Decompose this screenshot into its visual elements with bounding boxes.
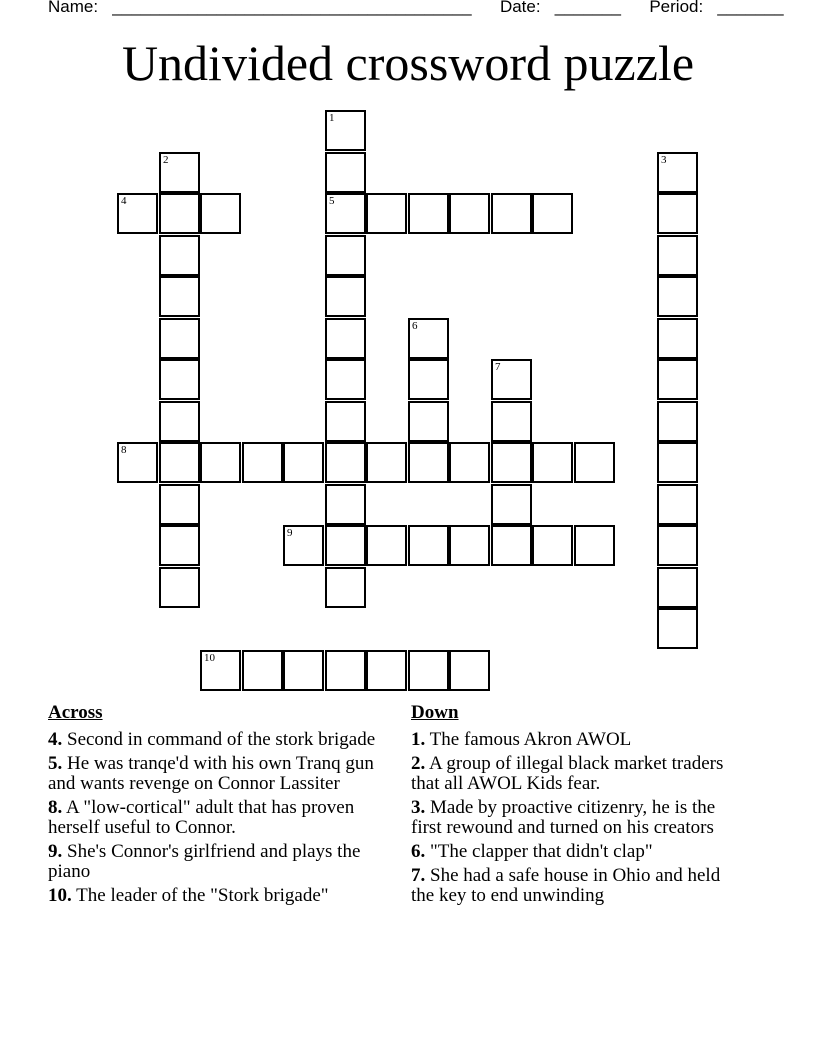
crossword-cell[interactable] (657, 608, 698, 649)
clue-item (48, 798, 388, 838)
crossword-cell[interactable] (657, 401, 698, 442)
crossword-cell[interactable] (159, 359, 200, 400)
crossword-cell[interactable] (242, 442, 283, 483)
crossword-cell[interactable] (449, 525, 490, 566)
crossword-cell[interactable] (532, 193, 573, 234)
clue-number: 7 (495, 361, 501, 373)
crossword-cell[interactable] (325, 235, 366, 276)
clue-number: 9 (287, 527, 293, 539)
crossword-cell[interactable] (325, 401, 366, 442)
clue-number: 10 (204, 652, 215, 664)
crossword-cell[interactable] (491, 525, 532, 566)
crossword-cell[interactable] (200, 442, 241, 483)
clue-item (411, 866, 741, 906)
clue-item-text: She's Connor's girlfriend and plays the piano (48, 841, 361, 882)
page-title: Undivided crossword puzzle (121, 35, 695, 91)
clue-item-number: 7. (411, 865, 426, 886)
clue-item-text: The leader of the "Stork brigade" (71, 885, 329, 906)
across-heading: Across (48, 702, 103, 723)
clue-item (48, 842, 388, 882)
down-heading: Down (411, 702, 459, 723)
crossword-cell[interactable] (159, 318, 200, 359)
clue-item-number: 10. (48, 885, 72, 906)
crossword-cell[interactable] (491, 359, 532, 400)
period-label: Period: (649, 0, 704, 16)
crossword-cell[interactable] (159, 152, 200, 193)
across-clues (48, 702, 388, 910)
crossword-cell[interactable] (449, 650, 490, 691)
crossword-cell[interactable] (283, 442, 324, 483)
crossword-cell[interactable] (200, 193, 241, 234)
crossword-cell[interactable] (325, 567, 366, 608)
crossword-cell[interactable] (283, 525, 324, 566)
crossword-cell[interactable] (325, 359, 366, 400)
crossword-cell[interactable] (657, 359, 698, 400)
crossword-cell[interactable] (325, 276, 366, 317)
crossword-cell[interactable] (325, 525, 366, 566)
crossword-cell[interactable] (159, 484, 200, 525)
clue-item-text: She had a safe house in Ohio and held the key to end unwinding (411, 865, 721, 906)
clue-number: 8 (121, 444, 127, 456)
clue-item-text: "The clapper that didn't clap" (425, 841, 653, 862)
name-blank[interactable]: ______________________________________ (112, 0, 472, 16)
clue-number: 5 (329, 195, 335, 207)
crossword-cell[interactable] (325, 152, 366, 193)
clue-item (48, 886, 388, 906)
clue-item (48, 730, 388, 750)
clue-item (411, 730, 741, 750)
crossword-cell[interactable] (325, 650, 366, 691)
clue-number: 3 (661, 154, 667, 166)
crossword-cell[interactable] (325, 193, 366, 234)
crossword-cell[interactable] (283, 650, 324, 691)
crossword-cell[interactable] (532, 525, 573, 566)
crossword-cell[interactable] (159, 235, 200, 276)
crossword-cell[interactable] (325, 318, 366, 359)
crossword-cell[interactable] (408, 401, 449, 442)
crossword-cell[interactable] (159, 442, 200, 483)
crossword-cell[interactable] (657, 193, 698, 234)
crossword-cell[interactable] (657, 567, 698, 608)
crossword-cell[interactable] (449, 442, 490, 483)
clue-item-text: The famous Akron AWOL (425, 729, 632, 750)
clue-item-text: A "low-cortical" adult that has proven herself useful to Connor. (48, 797, 355, 838)
down-clues (411, 702, 741, 910)
date-label: Date: (499, 0, 541, 16)
crossword-cell[interactable] (657, 318, 698, 359)
clue-item-number: 6. (411, 841, 426, 862)
crossword-cell[interactable] (491, 442, 532, 483)
crossword-cell[interactable] (159, 525, 200, 566)
crossword-cell[interactable] (408, 318, 449, 359)
clue-item-number: 2. (411, 753, 426, 774)
crossword-cell[interactable] (408, 359, 449, 400)
crossword-cell[interactable] (657, 442, 698, 483)
name-label: Name: (48, 0, 99, 16)
clue-item-number: 9. (48, 841, 63, 862)
crossword-cell[interactable] (657, 276, 698, 317)
clue-item-number: 5. (48, 753, 63, 774)
crossword-cell[interactable] (408, 650, 449, 691)
crossword-cell[interactable] (242, 650, 283, 691)
crossword-cell[interactable] (325, 484, 366, 525)
crossword-cell[interactable] (657, 235, 698, 276)
clue-item-number: 8. (48, 797, 63, 818)
clue-number: 6 (412, 320, 418, 332)
crossword-cell[interactable] (491, 193, 532, 234)
clue-item (411, 754, 741, 794)
crossword-cell[interactable] (491, 401, 532, 442)
crossword-cell[interactable] (117, 442, 158, 483)
crossword-cell[interactable] (366, 650, 407, 691)
clue-item (411, 842, 741, 862)
clue-item-number: 4. (48, 729, 63, 750)
clue-item (48, 754, 388, 794)
clue-item-text: Made by proactive citizenry, he is the first rewound and turned on his creators (411, 797, 716, 838)
clue-number: 4 (121, 195, 127, 207)
crossword-cell[interactable] (657, 152, 698, 193)
crossword-cell[interactable] (159, 401, 200, 442)
clue-number: 2 (163, 154, 169, 166)
crossword-cell[interactable] (325, 110, 366, 151)
crossword-cell[interactable] (325, 442, 366, 483)
crossword-cell[interactable] (657, 484, 698, 525)
crossword-cell[interactable] (159, 193, 200, 234)
clue-item-number: 3. (411, 797, 426, 818)
clue-item-text: Second in command of the stork brigade (62, 729, 376, 750)
crossword-cell[interactable] (159, 276, 200, 317)
crossword-cell[interactable] (449, 193, 490, 234)
crossword-cell[interactable] (117, 193, 158, 234)
crossword-cell[interactable] (408, 525, 449, 566)
crossword-cell[interactable] (366, 525, 407, 566)
clue-item-number: 1. (411, 729, 426, 750)
crossword-cell[interactable] (366, 442, 407, 483)
clue-item (411, 798, 741, 838)
crossword-cell[interactable] (408, 442, 449, 483)
clue-item-text: He was tranqe'd with his own Tranq gun and wants revenge on Connor Lassiter (48, 753, 374, 794)
crossword-cell[interactable] (574, 442, 615, 483)
crossword-cell[interactable] (532, 442, 573, 483)
date-blank[interactable]: _______ (554, 0, 621, 16)
crossword-cell[interactable] (200, 650, 241, 691)
crossword-cell[interactable] (574, 525, 615, 566)
crossword-cell[interactable] (159, 567, 200, 608)
period-blank[interactable]: _______ (717, 0, 784, 16)
crossword-cell[interactable] (408, 193, 449, 234)
clue-item-text: A group of illegal black market traders that all AWOL Kids fear. (411, 753, 724, 794)
crossword-cell[interactable] (366, 193, 407, 234)
crossword-cell[interactable] (491, 484, 532, 525)
clue-number: 1 (329, 112, 335, 124)
crossword-cell[interactable] (657, 525, 698, 566)
